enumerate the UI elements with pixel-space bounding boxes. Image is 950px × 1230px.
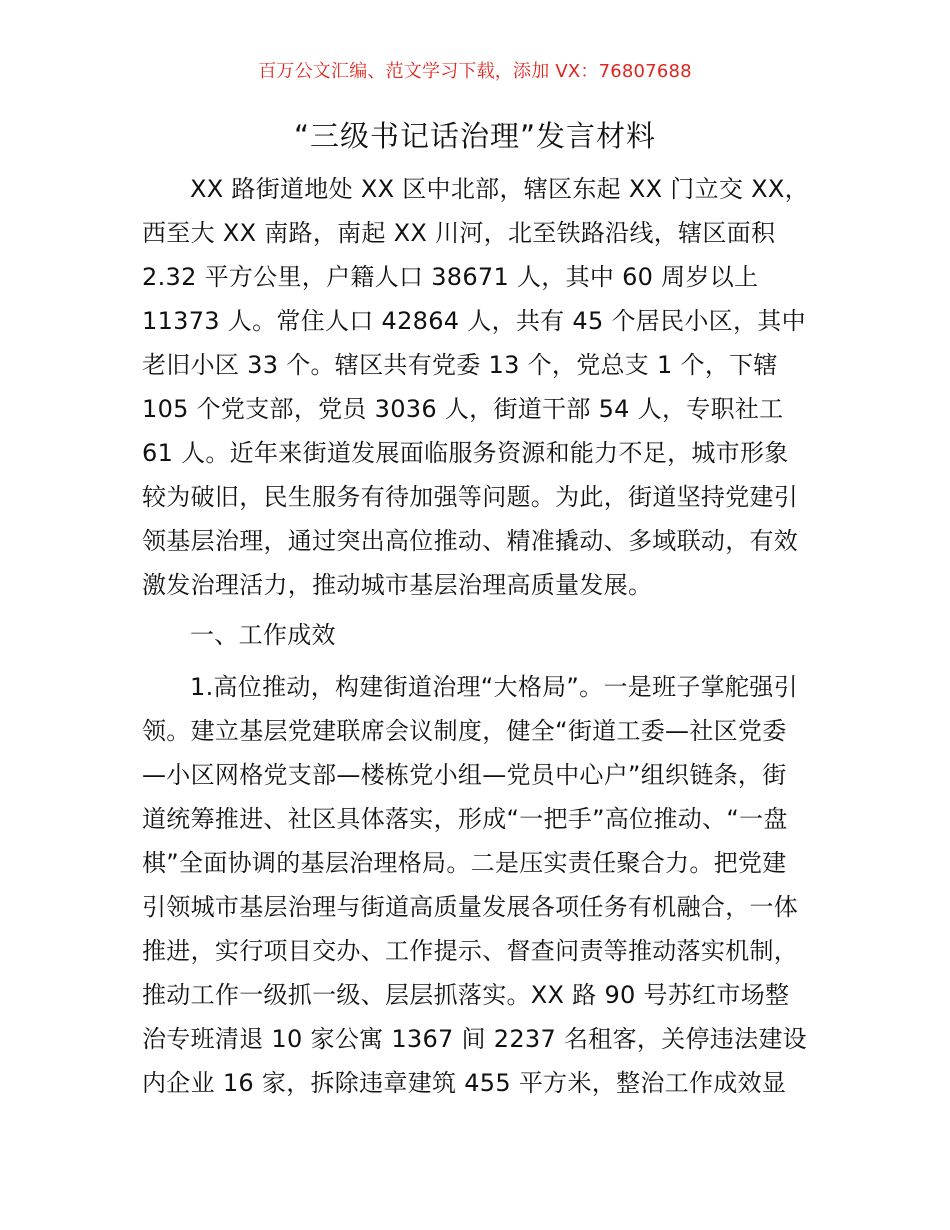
paragraph-line: 老旧小区 33 个。辖区共有党委 13 个，党总支 1 个，下辖 bbox=[142, 351, 778, 379]
paragraph-line: 引领城市基层治理与街道高质量发展各项任务有机融合，一体 bbox=[142, 893, 799, 921]
page-title: “三级书记话治理”发言材料 bbox=[293, 119, 657, 153]
paragraph-line: 棋”全面协调的基层治理格局。二是压实责任聚合力。把党建 bbox=[142, 849, 787, 877]
paragraph-line: 105 个党支部，党员 3036 人，街道干部 54 人，专职社工 bbox=[142, 395, 784, 423]
paragraph-line: —小区网格党支部—楼栋党小组—党员中心户”组织链条，街 bbox=[142, 761, 787, 789]
paragraph-line: 领基层治理，通过突出高位推动、精准撬动、多域联动，有效 bbox=[142, 527, 799, 555]
paragraph-line: 领。建立基层党建联席会议制度，健全“街道工委—社区党委 bbox=[142, 717, 787, 745]
paragraph-line: 1.高位推动，构建街道治理“大格局”。一是班子掌舵强引 bbox=[190, 673, 798, 701]
paragraph-line: XX 路街道地处 XX 区中北部，辖区东起 XX 门立交 XX， bbox=[190, 175, 809, 203]
paragraph-line: 道统筹推进、社区具体落实，形成“一把手”高位推动、“一盘 bbox=[142, 805, 788, 833]
paragraph-line: 61 人。近年来街道发展面临服务资源和能力不足，城市形象 bbox=[142, 439, 789, 467]
paragraph-line: 11373 人。常住人口 42864 人，共有 45 个居民小区，其中 bbox=[142, 307, 806, 335]
header-watermark: 百万公文汇编、范文学习下载，添加 VX：76807688 bbox=[258, 61, 692, 82]
paragraph-line: 西至大 XX 南路，南起 XX 川河，北至铁路沿线，辖区面积 bbox=[142, 219, 776, 247]
paragraph-line: 激发治理活力，推动城市基层治理高质量发展。 bbox=[142, 571, 653, 599]
paragraph-line: 治专班清退 10 家公寓 1367 间 2237 名租客，关停违法建设 bbox=[142, 1025, 807, 1053]
paragraph-line: 内企业 16 家，拆除违章建筑 455 平方米，整治工作成效显 bbox=[142, 1069, 787, 1097]
paragraph-line: 2.32 平方公里，户籍人口 38671 人，其中 60 周岁以上 bbox=[142, 263, 759, 291]
paragraph-line: 较为破旧，民生服务有待加强等问题。为此，街道坚持党建引 bbox=[142, 483, 799, 511]
paragraph-line: 推动工作一级抓一级、层层抓落实。XX 路 90 号苏红市场整 bbox=[142, 981, 790, 1009]
section-heading: 一、工作成效 bbox=[190, 621, 336, 649]
paragraph-line: 推进，实行项目交办、工作提示、督查问责等推动落实机制， bbox=[142, 937, 799, 965]
